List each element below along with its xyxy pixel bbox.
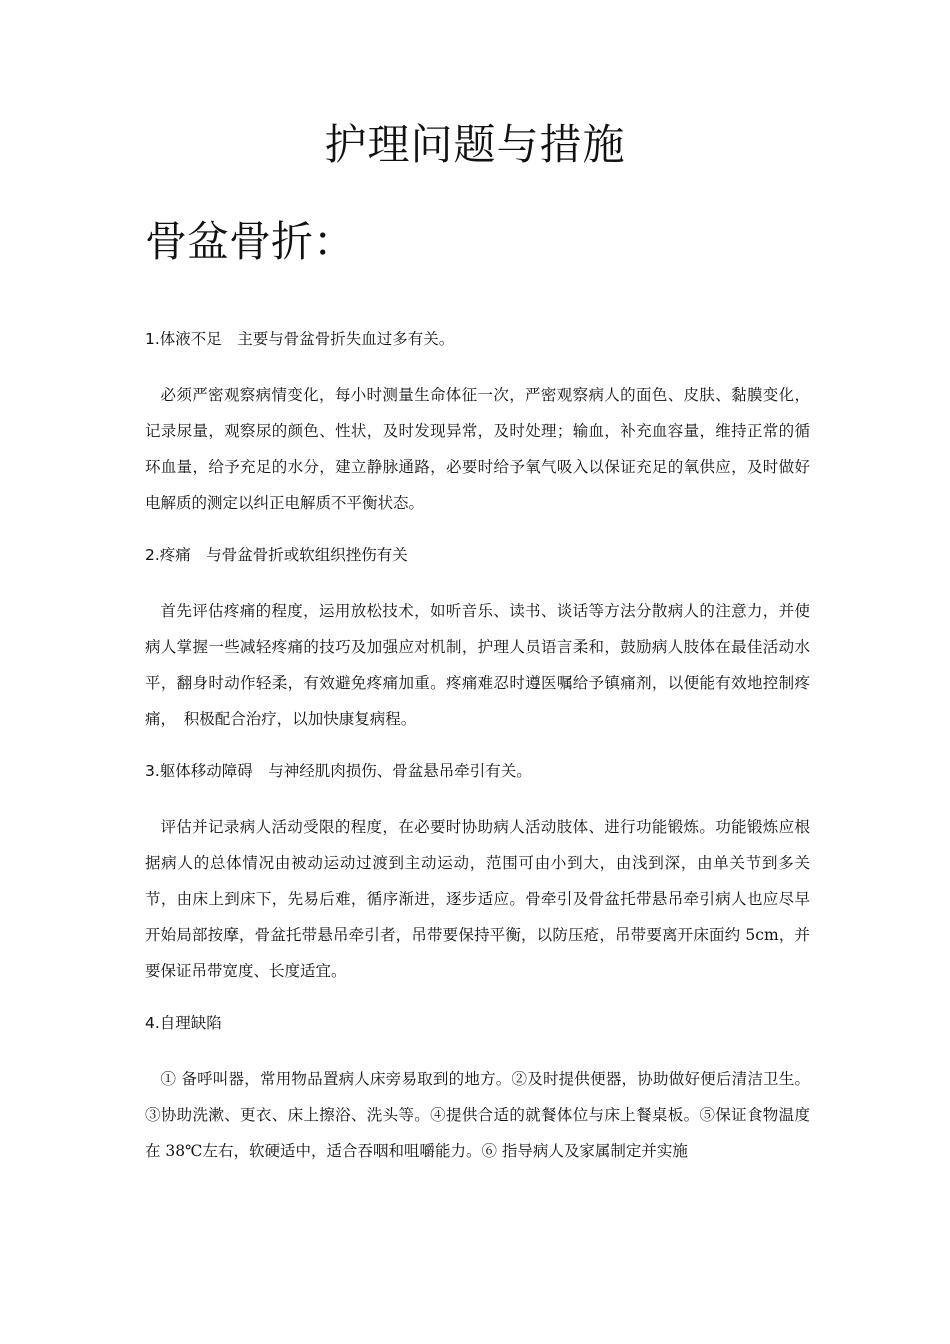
item-heading-4: 4.自理缺陷 <box>145 1014 222 1032</box>
item-heading-3: 3.躯体移动障碍 与神经肌肉损伤、骨盆悬吊牵引有关。 <box>145 762 532 780</box>
document-body <box>145 325 810 1189</box>
document-title: 护理问题与措施 <box>324 120 626 169</box>
item-heading-1: 1.体液不足 主要与骨盆骨折失血过多有关。 <box>145 330 455 348</box>
item-paragraph-2: 首先评估疼痛的程度，运用放松技术，如听音乐、读书、谈话等方法分散病人的注意力，并使病人掌握一些减轻疼痛的技巧及加强应对机制，护理人员语言柔和，鼓励病人肢体在最佳活动水平，翻身时动作轻柔，有效避免疼痛加重。疼痛难忍时遵医嘱给予镇痛剂，以便能有效地控制疼痛， 积极配合治疗，以加快康复病程。 <box>145 602 810 728</box>
item-paragraph-1: 必须严密观察病情变化，每小时测量生命体征一次，严密观察病人的面色、皮肤、黏膜变化，记录尿量，观察尿的颜色、性状，及时发现异常，及时处理；输血，补充血容量，维持正常的循环血量，给予充足的水分，建立静脉通路，必要时给予氧气吸入以保证充足的氧供应，及时做好电解质的测定以纠正电解质不平衡状态。 <box>145 386 810 512</box>
item-paragraph-4: ① 备呼叫器，常用物品置病人床旁易取到的地方。②及时提供便器，协助做好便后清洁卫生。③协助洗漱、更衣、床上擦浴、洗头等。④提供合适的就餐体位与床上餐桌板。⑤保证食物温度在 38℃左右，软硬适中，适合吞咽和咀嚼能力。⑥ 指导病人及家属制定并实施 <box>145 1070 810 1160</box>
section-title: 骨盆骨折： <box>145 217 356 266</box>
item-paragraph-3: 评估并记录病人活动受限的程度，在必要时协助病人活动肢体、进行功能锻炼。功能锻炼应根据病人的总体情况由被动运动过渡到主动运动，范围可由小到大，由浅到深，由单关节到多关节，由床上到床下，先易后难，循序渐进，逐步适应。骨牵引及骨盆托带悬吊牵引病人也应尽早开始局部按摩，骨盆托带悬吊牵引者，吊带要保持平衡，以防压疮，吊带要离开床面约 5cm，并要保证吊带宽度、长度适宜。 <box>145 818 810 980</box>
item-heading-2: 2.疼痛 与骨盆骨折或软组织挫伤有关 <box>145 546 408 564</box>
